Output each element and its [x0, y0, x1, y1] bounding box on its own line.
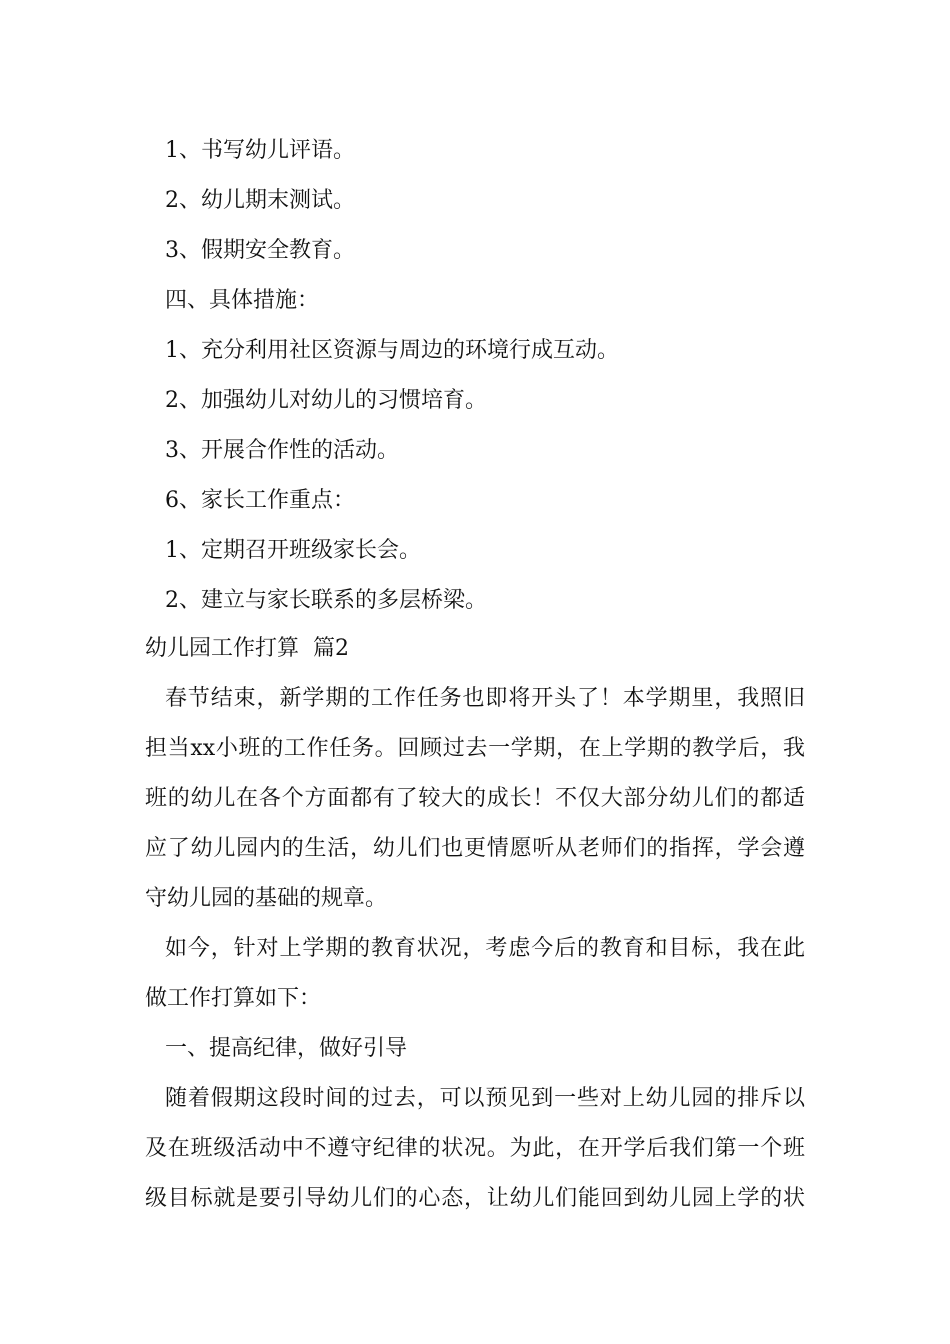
list-item: 2、建立与家长联系的多层桥梁。 [165, 588, 487, 613]
section-heading: 四、具体措施： [165, 288, 320, 313]
list-item: 2、幼儿期末测试。 [165, 188, 355, 213]
paragraph-line: 春节结束，新学期的工作任务也即将开头了！本学期里，我照旧 [165, 686, 805, 711]
list-item: 1、书写幼儿评语。 [165, 138, 355, 163]
paragraph-line: 如今，针对上学期的教育状况，考虑今后的教育和目标，我在此 [165, 936, 805, 961]
paragraph-line: 守幼儿园的基础的规章。 [145, 886, 388, 911]
paragraph-line: 级目标就是要引导幼儿们的心态，让幼儿们能回到幼儿园上学的状 [145, 1186, 805, 1211]
paragraph-line: 应了幼儿园内的生活，幼儿们也更情愿听从老师们的指挥，学会遵 [145, 836, 805, 861]
paragraph-line: 随着假期这段时间的过去，可以预见到一些对上幼儿园的排斥以 [165, 1086, 805, 1111]
section-heading: 一、提高纪律，做好引导 [165, 1036, 408, 1061]
section-heading: 6、家长工作重点： [165, 488, 355, 513]
paragraph-line: 班的幼儿在各个方面都有了较大的成长！不仅大部分幼儿们的都适 [145, 786, 805, 811]
article-title: 幼儿园工作打算 篇2 [145, 636, 349, 661]
list-item: 3、开展合作性的活动。 [165, 438, 399, 463]
paragraph-line: 及在班级活动中不遵守纪律的状况。为此，在开学后我们第一个班 [145, 1136, 805, 1161]
list-item: 3、假期安全教育。 [165, 238, 355, 263]
list-item: 1、定期召开班级家长会。 [165, 538, 421, 563]
paragraph-line: 做工作打算如下： [145, 986, 322, 1011]
list-item: 1、充分利用社区资源与周边的环境行成互动。 [165, 338, 619, 363]
paragraph-line: 担当xx小班的工作任务。回顾过去一学期，在上学期的教学后，我 [145, 736, 805, 761]
list-item: 2、加强幼儿对幼儿的习惯培育。 [165, 388, 487, 413]
